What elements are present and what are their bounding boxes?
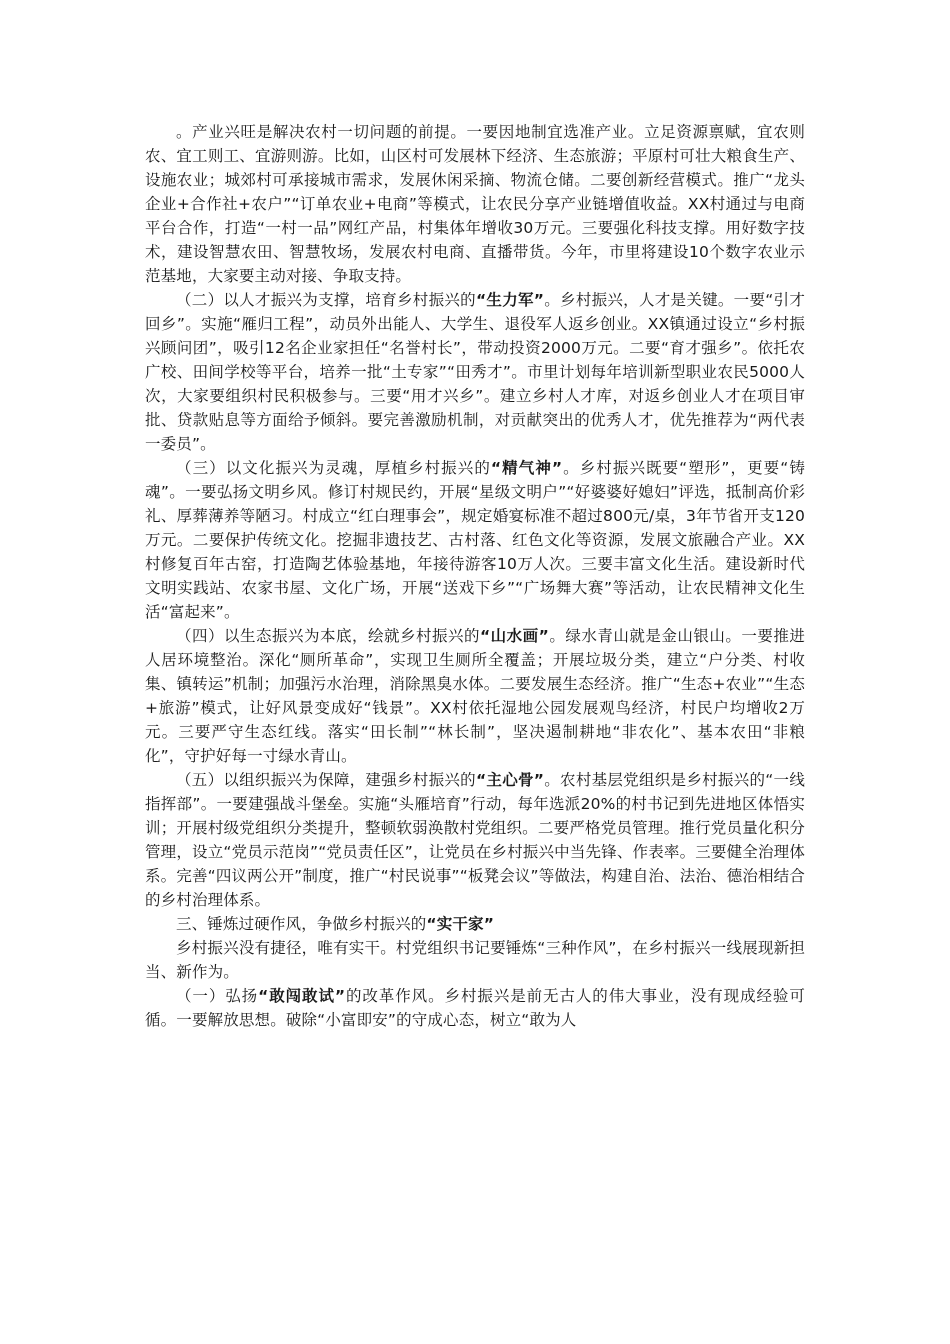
bold-text-run: “实干家” bbox=[426, 915, 495, 933]
text-run: （四）以生态振兴为本底，绘就乡村振兴的 bbox=[176, 627, 480, 645]
bold-text-run: “敢闯敢试” bbox=[258, 987, 346, 1005]
document-body bbox=[145, 120, 805, 1032]
paragraph-ecology bbox=[145, 624, 805, 768]
paragraph-reform-style bbox=[145, 984, 805, 1032]
text-run: 。乡村振兴，人才是关键。一要“引才回乡”。实施“雁归工程”，动员外出能人、大学生、退役军人返乡创业。XX镇通过设立“乡村振兴顾问团”，吸引12名企业家担任“名誉村长”，带动投资2000万元。二要“育才强乡”。依托农广校、田间学校等平台，培养一批“土专家”“田秀才”。市里计划每年培训新型职业农民5000人次，大家要组织村民积极参与。三要“用才兴乡”。建立乡村人才库，对返乡创业人才在项目审批、贷款贴息等方面给予倾斜。要完善激励机制，对贡献突出的优秀人才，优先推荐为“两代表一委员”。 bbox=[145, 291, 805, 453]
paragraph-industry bbox=[145, 120, 805, 288]
text-run: （五）以组织振兴为保障，建强乡村振兴的 bbox=[176, 771, 476, 789]
text-run: 的改革作风。乡村振兴是前无古人的伟大事业，没有现成经验可循。一要解放思想。破除“小富即安”的守成心态，树立“敢为人 bbox=[145, 987, 805, 1029]
text-run: 乡村振兴没有捷径，唯有实干。村党组织书记要锤炼“三种作风”，在乡村振兴一线展现新担当、新作为。 bbox=[145, 939, 805, 981]
bold-text-run: “精气神” bbox=[490, 459, 563, 477]
paragraph-section-intro bbox=[145, 936, 805, 984]
text-run: 三、锤炼过硬作风，争做乡村振兴的 bbox=[176, 915, 427, 933]
paragraph-organization bbox=[145, 768, 805, 912]
text-run: 。绿水青山就是金山银山。一要推进人居环境整治。深化“厕所革命”，实现卫生厕所全覆盖；开展垃圾分类，建立“户分类、村收集、镇转运”机制；加强污水治理，消除黑臭水体。二要发展生态经济。推广“生态+农业”“生态+旅游”模式，让好风景变成好“钱景”。XX村依托湿地公园发展观鸟经济，村民户均增收2万元。三要严守生态红线。落实“田长制”“林长制”，坚决遏制耕地“非农化”、基本农田“非粮化”，守护好每一寸绿水青山。 bbox=[145, 627, 806, 765]
text-run: 。产业兴旺是解决农村一切问题的前提。一要因地制宜选准产业。立足资源禀赋，宜农则农、宜工则工、宜游则游。比如，山区村可发展林下经济、生态旅游；平原村可壮大粮食生产、设施农业；城郊村可承接城市需求，发展休闲采摘、物流仓储。二要创新经营模式。推广“龙头企业+合作社+农户”“订单农业+电商”等模式，让农民分享产业链增值收益。XX村通过与电商平台合作，打造“一村一品”网红产品，村集体年增收30万元。三要强化科技支撑。用好数字技术，建设智慧农田、智慧牧场，发展农村电商、直播带货。今年，市里将建设10个数字农业示范基地，大家要主动对接、争取支持。 bbox=[145, 123, 805, 285]
bold-text-run: “山水画” bbox=[479, 627, 550, 645]
text-run: 。农村基层党组织是乡村振兴的“一线指挥部”。一要建强战斗堡垒。实施“头雁培育”行动，每年选派20%的村书记到先进地区体悟实训；开展村级党组织分类提升，整顿软弱涣散村党组织。二要严格党员管理。推行党员量化积分管理，设立“党员示范岗”“党员责任区”，让党员在乡村振兴中当先锋、作表率。三要健全治理体系。完善“四议两公开”制度，推广“村民说事”“板凳会议”等做法，构建自治、法治、德治相结合的乡村治理体系。 bbox=[145, 771, 805, 909]
paragraph-talent bbox=[145, 288, 805, 456]
text-run: 。乡村振兴既要“塑形”，更要“铸魂”。一要弘扬文明乡风。修订村规民约，开展“星级文明户”“好婆婆好媳妇”评选，抵制高价彩礼、厚葬薄养等陋习。村成立“红白理事会”，规定婚宴标准不超过800元/桌，3年节省开支120万元。二要保护传统文化。挖掘非遗技艺、古村落、红色文化等资源，发展文旅融合产业。XX村修复百年古窑，打造陶艺体验基地，年接待游客10万人次。三要丰富文化生活。建设新时代文明实践站、农家书屋、文化广场，开展“送戏下乡”“广场舞大赛”等活动，让农民精神文化生活“富起来”。 bbox=[145, 459, 806, 621]
bold-text-run: “主心骨” bbox=[475, 771, 545, 789]
text-run: （二）以人才振兴为支撑，培育乡村振兴的 bbox=[176, 291, 476, 309]
text-run: （三）以文化振兴为灵魂，厚植乡村振兴的 bbox=[176, 459, 491, 477]
text-run: （一）弘扬 bbox=[176, 987, 259, 1005]
bold-text-run: “生力军” bbox=[475, 291, 545, 309]
paragraph-culture bbox=[145, 456, 805, 624]
section-heading-three bbox=[145, 912, 805, 936]
